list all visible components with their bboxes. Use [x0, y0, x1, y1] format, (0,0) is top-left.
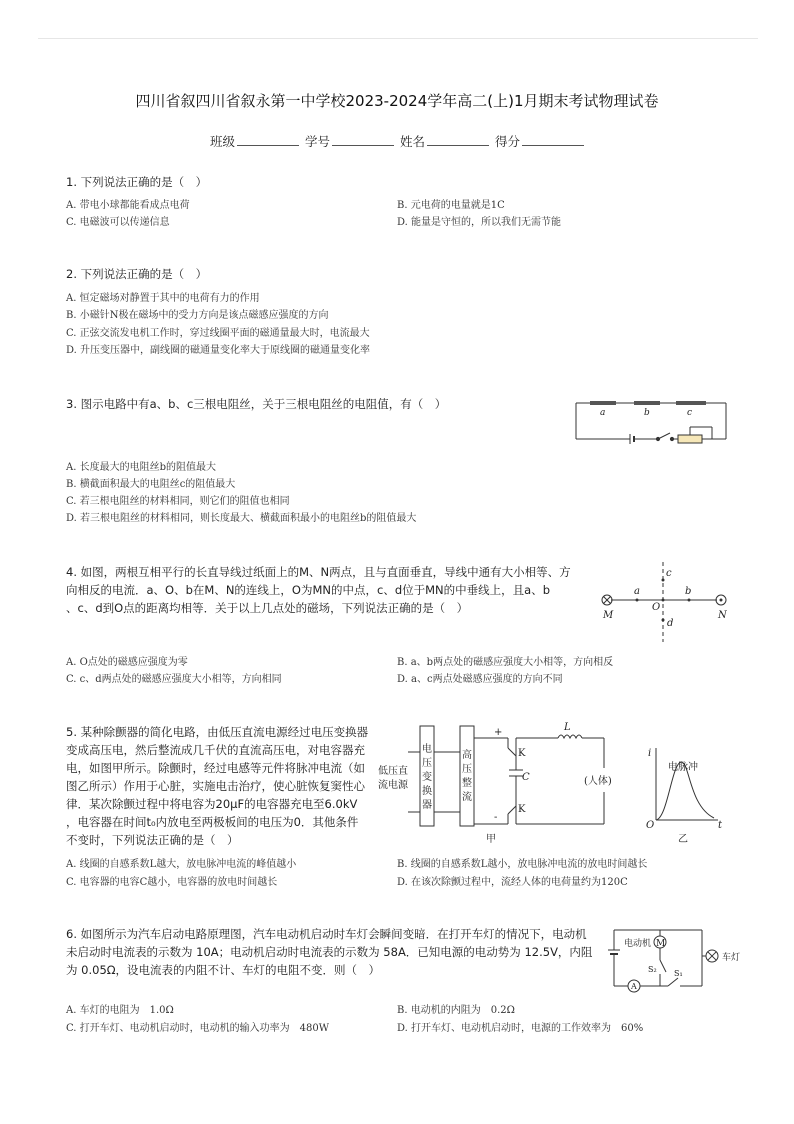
q4-stem-line-1: 4. 如图，两根互相平行的长直导线过纸面上的M、N两点，且与直面垂直，导线中通有大小相等、方: [66, 565, 571, 579]
q5-rectifier-char-1: 高: [462, 750, 472, 761]
q5-stem-line-3: 电，如图甲所示。除颤时，经过电感等元件将脉冲电流（如: [66, 761, 365, 775]
q5-converter-char-4: 换: [422, 786, 432, 797]
q5-k2-label: K: [518, 804, 526, 815]
q3-option-a[interactable]: A. 长度最大的电阻丝b的阻值最大: [66, 462, 216, 473]
q5-source-label-1: 低压直: [378, 766, 408, 777]
q5-converter-char-3: 变: [422, 772, 432, 783]
q5-rectifier-char-2: 压: [462, 764, 472, 775]
q4-stem-line-2: 向相反的电流．a、O、b在M、N的连线上，O为MN的中点，c、d位于MN的中垂线上，且a、b: [66, 583, 550, 597]
class-field-blank[interactable]: [237, 133, 299, 146]
q6-motor-label: 电动机: [624, 939, 652, 949]
id-field-label: 学号: [304, 134, 330, 149]
ammeter-symbol-icon: A: [631, 982, 637, 991]
q6-stem-line-1: 6. 如图所示为汽车启动电路原理图，汽车电动机启动时车灯会瞬间变暗．在打开车灯的情况下，电动机: [66, 927, 587, 941]
q5-stem-line-1: 5. 某种除颤器的简化电路，由低压直流电源经过电压变换器: [66, 725, 369, 739]
q6-car-circuit-figure: [606, 922, 756, 994]
q1-option-a[interactable]: A. 带电小球都能看成点电荷: [66, 200, 190, 211]
question-1-stem: 1. 下列说法正确的是（ ）: [66, 175, 208, 189]
q5-c-label: C: [522, 772, 530, 783]
q5-body-label: (人体): [584, 776, 612, 787]
q5-minus-label: -: [494, 812, 498, 823]
q1-option-d[interactable]: D. 能量是守恒的，所以我们无需节能: [397, 217, 562, 228]
question-2-stem: 2. 下列说法正确的是（ ）: [66, 267, 208, 281]
student-info-line: [0, 132, 794, 150]
name-field-blank[interactable]: [427, 133, 489, 146]
q2-option-d[interactable]: D. 升压变压器中，副线圈的磁通量变化率大于原线圈的磁通量变化率: [66, 345, 371, 356]
q5-converter-char-2: 压: [422, 758, 432, 769]
q3-option-b[interactable]: B. 横截面积最大的电阻丝c的阻值最大: [66, 479, 236, 490]
q5-stem-line-7: 不变时，下列说法正确的是（ ）: [66, 833, 239, 847]
q5-stem-line-5: 律．某次除颤过程中将电容为20μF的电容器充电至6.0kV: [66, 797, 358, 811]
score-field-blank[interactable]: [522, 133, 584, 146]
q6-option-b[interactable]: B. 电动机的内阻为 0.2Ω: [397, 1005, 515, 1016]
q5-caption-yi: 乙: [678, 834, 688, 845]
q5-pulse-label: 电脉冲: [668, 762, 698, 773]
question-3-stem: 3. 图示电路中有a、b、c三根电阻丝，关于三根电阻丝的电阻值，有（ ）: [66, 397, 447, 411]
q5-rectifier-char-4: 流: [462, 792, 472, 803]
q5-plus-label: +: [494, 727, 503, 738]
q5-origin-label: O: [646, 820, 655, 831]
q5-l-label: L: [564, 722, 571, 733]
q6-option-c[interactable]: C. 打开车灯、电动机启动时，电动机的输入功率为 480W: [66, 1023, 330, 1034]
q1-option-c[interactable]: C. 电磁波可以传递信息: [66, 217, 170, 228]
q4-label-d: d: [667, 618, 674, 629]
q5-defibrillator-figure: [378, 720, 738, 848]
q5-caption-jia: 甲: [486, 834, 496, 845]
question-4-stem: [66, 563, 571, 617]
q5-rectifier-char-3: 整: [462, 778, 472, 789]
q5-converter-char-5: 器: [422, 800, 432, 811]
score-field-label: 得分: [494, 134, 520, 149]
q4-stem-line-3: 、c、d到O点的距离均相等．关于以上几点处的磁场，下列说法正确的是（ ）: [66, 601, 469, 615]
q5-axis-i-label: i: [648, 748, 652, 759]
exam-title: 四川省叙四川省叙永第一中学校2023-2024学年高二(上)1月期末考试物理试卷: [135, 92, 659, 110]
class-field-label: 班级: [209, 134, 235, 149]
id-field-blank[interactable]: [332, 133, 394, 146]
q2-option-b[interactable]: B. 小磁针N极在磁场中的受力方向是该点磁感应强度的方向: [66, 310, 329, 321]
q5-k1-label: K: [518, 748, 526, 759]
q5-source-label-2: 流电源: [378, 780, 408, 791]
q3-circuit-figure: [572, 395, 732, 447]
q4-label-m: M: [603, 610, 614, 621]
q6-s1-label: S₁: [674, 969, 683, 978]
q4-option-b[interactable]: B. a、b两点处的磁感应强度大小相等，方向相反: [397, 657, 614, 668]
q5-option-d[interactable]: D. 在该次除颤过程中，流经人体的电荷量约为120C: [397, 877, 628, 888]
header-rule: [38, 38, 758, 39]
question-6-stem: [66, 925, 592, 979]
q4-option-c[interactable]: C. c、d两点处的磁感应强度大小相等，方向相同: [66, 674, 282, 685]
q3-option-d[interactable]: D. 若三根电阻丝的材料相同，则长度最大、横截面积最小的电阻丝b的阻值最大: [66, 513, 417, 524]
name-field-label: 姓名: [399, 134, 425, 149]
q5-stem-line-6: ，电容器在时间t₀内放电至两极板间的电压为0．其他条件: [66, 815, 359, 829]
q3-label-a: a: [600, 408, 606, 418]
q5-stem-line-2: 变成高压电，然后整流成几千伏的直流高压电，对电容器充: [66, 743, 365, 757]
q5-option-a[interactable]: A. 线圈的自感系数L越大，放电脉冲电流的峰值越小: [66, 859, 297, 870]
q6-stem-line-3: 为 0.05Ω，设电流表的内阻不计、车灯的电阻不变．则（ ）: [66, 963, 381, 977]
q3-option-c[interactable]: C. 若三根电阻丝的材料相同，则它们的阻值也相同: [66, 496, 290, 507]
q4-option-a[interactable]: A. O点处的磁感应强度为零: [66, 657, 188, 668]
q3-label-c: c: [687, 408, 693, 418]
q4-label-a: a: [634, 586, 640, 597]
q6-stem-line-2: 未启动时电流表的示数为 10A；电动机启动时电流表的示数为 58A．已知电源的电动势为 12.5V，内阻: [66, 945, 593, 959]
q5-axis-t-label: t: [718, 820, 723, 831]
q4-label-b: b: [685, 586, 692, 597]
q4-label-o: O: [652, 602, 661, 613]
q3-label-b: b: [644, 408, 650, 418]
q2-option-a[interactable]: A. 恒定磁场对静置于其中的电荷有力的作用: [66, 293, 260, 304]
q6-s2-label: S₂: [648, 965, 657, 974]
question-5-stem: [66, 723, 368, 849]
q5-converter-char-1: 电: [422, 744, 432, 755]
q4-label-c: c: [666, 568, 672, 579]
q5-option-c[interactable]: C. 电容器的电容C越小，电容器的放电时间越长: [66, 877, 278, 888]
q2-option-c[interactable]: C. 正弦交流发电机工作时，穿过线圈平面的磁通量最大时，电流最大: [66, 328, 370, 339]
q6-option-d[interactable]: D. 打开车灯、电动机启动时，电源的工作效率为 60%: [397, 1023, 644, 1034]
q6-option-a[interactable]: A. 车灯的电阻为 1.0Ω: [66, 1005, 174, 1016]
q6-lamp-label: 车灯: [722, 953, 741, 963]
q5-stem-line-4: 图乙所示）作用于心脏，实施电击治疗，使心脏恢复窦性心: [66, 779, 365, 793]
q5-option-b[interactable]: B. 线圈的自感系数L越小，放电脉冲电流的放电时间越长: [397, 859, 648, 870]
q1-option-b[interactable]: B. 元电荷的电量就是1C: [397, 200, 505, 211]
q4-wires-figure: [595, 560, 735, 646]
q4-option-d[interactable]: D. a、c两点处磁感应强度的方向不同: [397, 674, 563, 685]
q4-label-n: N: [718, 610, 727, 621]
motor-symbol-icon: M: [656, 939, 666, 949]
